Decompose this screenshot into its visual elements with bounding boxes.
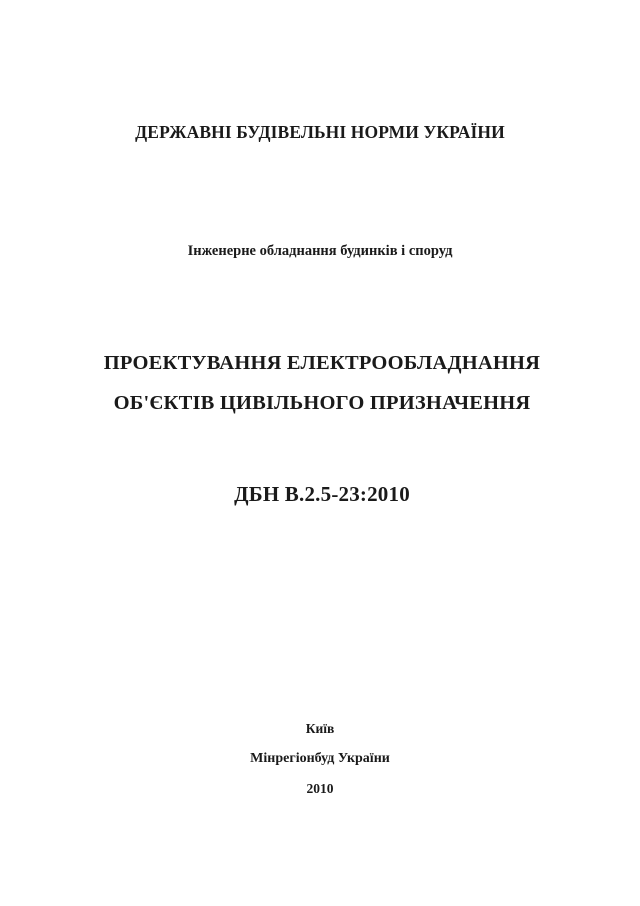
section-subtitle: Інженерне обладнання будинків і споруд bbox=[187, 243, 453, 259]
publication-year: 2010 bbox=[306, 781, 334, 796]
publisher-name: Мінрегіонбуд України bbox=[250, 751, 390, 766]
document-title-line-1: ПРОЕКТУВАННЯ ЕЛЕКТРООБЛАДНАННЯ bbox=[103, 352, 541, 374]
series-heading: ДЕРЖАВНІ БУДІВЕЛЬНІ НОРМИ УКРАЇНИ bbox=[135, 122, 505, 142]
publication-city: Київ bbox=[305, 721, 335, 736]
document-title-line-2: ОБ'ЄКТІВ ЦИВІЛЬНОГО ПРИЗНАЧЕННЯ bbox=[113, 392, 531, 414]
document-code: ДБН В.2.5-23:2010 bbox=[234, 482, 410, 506]
